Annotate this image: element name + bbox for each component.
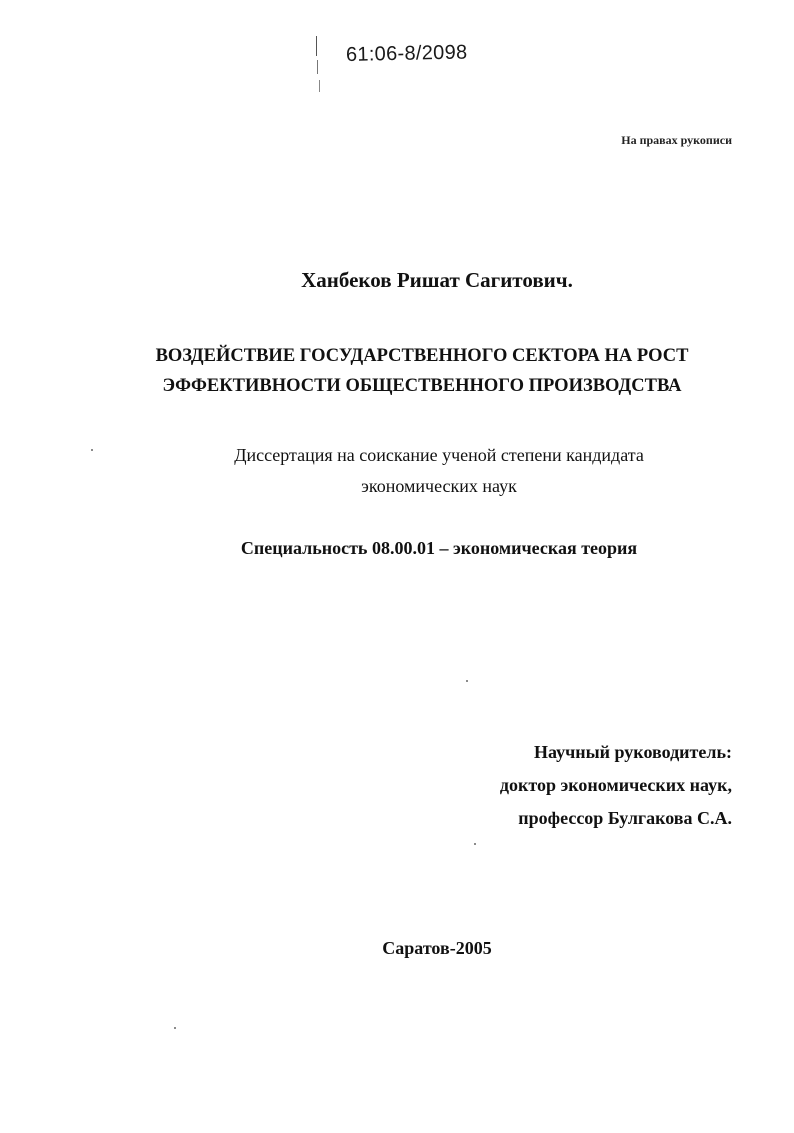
archive-code-stamp: 61:06-8/2098 [345,41,468,66]
author-name: Ханбеков Ришат Сагитович. [301,268,573,292]
specialty-line: Специальность 08.00.01 – экономическая теория [240,538,638,558]
dissertation-title [100,341,744,401]
title-line: ВОЗДЕЙСТВИЕ ГОСУДАРСТВЕННОГО СЕКТОРА НА РОСТ [155,346,689,366]
scan-speck [474,843,476,845]
rights-note: На правах рукописи [621,133,732,147]
supervisor-name: профессор Булгакова С.А. [518,808,732,828]
city-year: Саратов-2005 [382,938,492,958]
degree-description [140,440,738,502]
scan-artifact-line [316,36,317,56]
scan-speck [91,449,93,451]
scan-speck [466,680,468,682]
supervisor-heading: Научный руководитель: [534,742,732,762]
scan-artifact-line [317,60,318,74]
degree-line: экономических наук [361,476,517,496]
supervisor-block [500,736,732,835]
degree-line: Диссертация на соискание ученой степени кандидата [234,445,644,465]
scan-speck [174,1027,176,1029]
title-line: ЭФФЕКТИВНОСТИ ОБЩЕСТВЕННОГО ПРОИЗВОДСТВА [162,376,682,396]
scan-artifact-line [319,80,320,92]
supervisor-degree: доктор экономических наук, [499,775,732,795]
